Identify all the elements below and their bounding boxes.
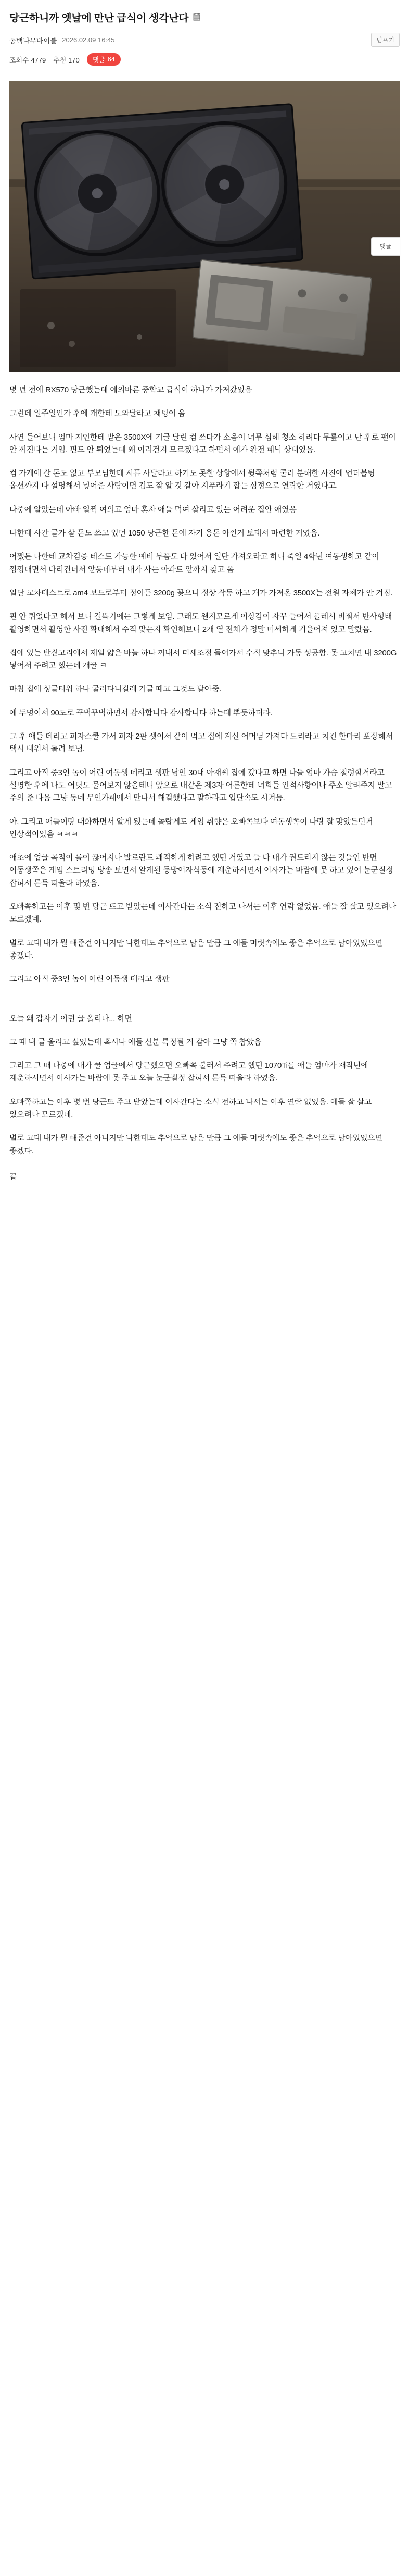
body-paragraph: 애 두명이서 90도로 꾸벅꾸벅하면서 감사합니다 감사합니다 하는데 뿌듯하더라.	[9, 708, 273, 717]
body-paragraph: 사연 들어보니 엄마 지인한테 받은 3500X에 기글 달린 컴 쓰다가 소음이 너무 심해 청소 하려다 무릎이고 난 후로 팬이 안 꺼진다는 거임. 핀도 안 튀었는데 왜 이러건지 모르겠다고 하면서 애가 완전 패닉 상태였음.	[9, 432, 396, 454]
signature: 끝	[9, 1172, 17, 1181]
body-paragraph: 그리고 아직 중3인 놈이 어린 여동생 데리고 생판 남인 30대 아재씨 집에 갔다고 하면 나들 엄마 가슴 철렁할거라고 설명한 후에 나도 어딧도 물어보지 않을테니 앞으로 내같은 제3자 어른한테 너희들 인적사항이나 주소 알려주지 말고 주의 준 다음 그냥 동네 무인카페에서 만나서 해결했다고 말하라고 입단속도 시켜둠.	[9, 768, 392, 803]
views-label: 조회수	[9, 56, 29, 64]
views-stat	[9, 55, 46, 65]
body-paragraph: 몇 년 전에 RX570 당근했는데 예의바른 중학교 급식이 하나가 가져갔었음	[9, 385, 252, 394]
likes-count: 170	[68, 56, 80, 64]
post-page	[0, 0, 409, 1203]
body-paragraph: 그런데 일주일인가 후에 개한테 도와달라고 채팅이 옴	[9, 409, 186, 418]
body-paragraph: 아, 그리고 애들이랑 대화하면서 알게 됐는데 놀랍게도 게임 취향은 오빠쪽보다 여동생쪽이 나랑 잘 맞았든던거 인상적이었음 ㅋㅋㅋ	[9, 817, 373, 839]
later-paragraph: 그리고 그 때 나중에 내가 쿨 업글에서 당근했으면 오빠쪽 불러서 주려고 했던 1070Ti를 애들 엄마가 재작년에 재춘하시면서 이사가는 바람에 못 주고 오늘 눈군질정 잡혀서 튼득 떠올라 하였음.	[9, 1061, 368, 1083]
body-paragraph: 마침 집에 싱글터워 하나 굴러다니길레 기글 떼고 그것도 달아줌.	[9, 685, 222, 694]
body-paragraph: 집에 있는 반짇고리에서 제일 얇은 바늘 하나 꺼내서 미세조정 들어가서 수직 맞추니 가동 성공함. 못 고치면 내 3200G 넣어서 주려고 했는데 개꿀 ㅋ	[9, 648, 397, 670]
comments-count: 64	[107, 56, 115, 63]
section-spacer	[9, 997, 400, 1013]
later-paragraph: 그 때 내 글 올리고 싶었는데 혹시나 애들 신분 특정될 거 같아 그냥 쪽 참았음	[9, 1037, 262, 1047]
views-count: 4779	[31, 56, 46, 64]
report-button[interactable]: 덤프기	[371, 33, 400, 47]
body-paragraph: 컴 가게에 갈 돈도 없고 부모님한테 시퓨 사달라고 하기도 못한 상황에서 뒷쪽처럼 쿨러 분해한 사진에 언더볼팅 옵션까지 다 설명해서 넣어준 사람이면 컴도 잘 알 것 같아 지푸라기 잡는 심정으로 연락한 거였다고.	[9, 469, 375, 491]
comment-tab-button[interactable]: 댓글	[371, 237, 400, 256]
page-title: 당근하니까 옛날에 만난 급식이 생각난다	[9, 13, 189, 24]
body-paragraph: 애초에 업글 목적이 롤이 끊어지나 발로란트 쾌적하게 하려고 했던 거였고 들 다 내가 권드리지 않는 것들인 반면 여동생쪽은 게임 스트리밍 방송 보면서 알게된 동방어자식동에 재춘하시면서 이사가는 바람에 못 하고 있어 눈군질정 잡혀서 튼득 떠올라 하였음.	[9, 853, 393, 888]
body-paragraph: 일단 교차테스트로 am4 보드로부터 정이든 3200g 꽂으니 정상 작동 하고 개가 가져온 3500X는 전원 자체가 안 켜짐.	[9, 588, 393, 598]
graphics-card-photo[interactable]	[9, 81, 400, 372]
title-row	[9, 9, 400, 24]
later-paragraph: 별로 고대 내가 뭘 해준건 아니지만 나한테도 추억으로 남은 만큼 그 애들 머릿속에도 좋은 추억으로 남아있었으면 좋겠다.	[9, 1134, 382, 1155]
body-paragraph: 나중에 알았는데 아빠 일찍 여의고 엄마 혼자 애들 먹여 살리고 있는 어려운 집안 애였음	[9, 505, 297, 514]
body-paragraph: 나한테 사간 글카 살 돈도 쓰고 있던 1050 당근한 돈에 자기 용돈 아낀거 보태서 마련한 거였음.	[9, 529, 320, 538]
author-name[interactable]: 동백나무바이블	[9, 36, 57, 45]
comments-badge[interactable]	[87, 53, 121, 66]
post-body	[9, 384, 400, 1182]
likes-label: 추천	[53, 56, 67, 64]
body-paragraph: 별로 고대 내가 뭘 해준건 아니지만 나한테도 추억으로 남은 만큼 그 애들 머릿속에도 좋은 추억으로 남아있었으면 좋겠다.	[9, 938, 382, 960]
post-header	[9, 0, 400, 72]
memo-icon: 🗒	[191, 13, 202, 21]
post-stats	[9, 53, 400, 72]
body-paragraph: 그 후 애들 데리고 피자스쿨 가서 피자 2판 셋이서 같이 먹고 집에 계신 어머님 가져다 드리라고 치킨 한마리 포장해서 택시 태워서 돌려 보냄.	[9, 732, 393, 754]
body-paragraph: 오빠쪽하고는 이후 몇 번 당근 뜨고 받았는데 이사간다는 소식 전하고 나서는 이후 연락 없었음. 애들 잘 살고 있으려나 모르겠네.	[9, 902, 397, 924]
body-paragraph: 핀 안 튀었다고 해서 보니 걸뜩기에는 그렇게 보임. 그래도 왠지모르게 이상감이 자꾸 들어서 플레시 비춰서 반사형태 촬영하면서 촬영한 사진 확대해서 수직 맞는지 확인해보니 2개 열 전체가 정말 미세하게 기울어져 있고 말랐음.	[9, 612, 392, 634]
body-paragraph: 어쨌든 나한테 교차검증 테스트 가능한 예비 부품도 다 있어서 일단 가져오라고 하니 죽일 4학년 여동생하고 같이 낑낑대면서 다리건너서 앞동네부터 내가 사는 아파트 앞까지 찾고 옴	[9, 552, 379, 574]
later-heading: 오늘 왜 갑자기 이런 글 올리나... 하면	[9, 1014, 132, 1023]
likes-stat	[53, 55, 79, 65]
photo-container	[9, 81, 400, 372]
comments-label: 댓글	[92, 56, 105, 64]
post-meta	[9, 33, 400, 47]
later-paragraph: 오빠쪽하고는 이후 몇 번 당근뜨 주고 받았는데 이사간다는 소식 전하고 나서는 이후 연락 없었음. 애들 잘 살고 있으려나 모르겠네.	[9, 1097, 372, 1119]
body-paragraph: 그리고 아직 중3인 놈이 어린 여동생 데리고 생판	[9, 975, 170, 984]
post-date: 2026.02.09 16:45	[62, 36, 115, 44]
